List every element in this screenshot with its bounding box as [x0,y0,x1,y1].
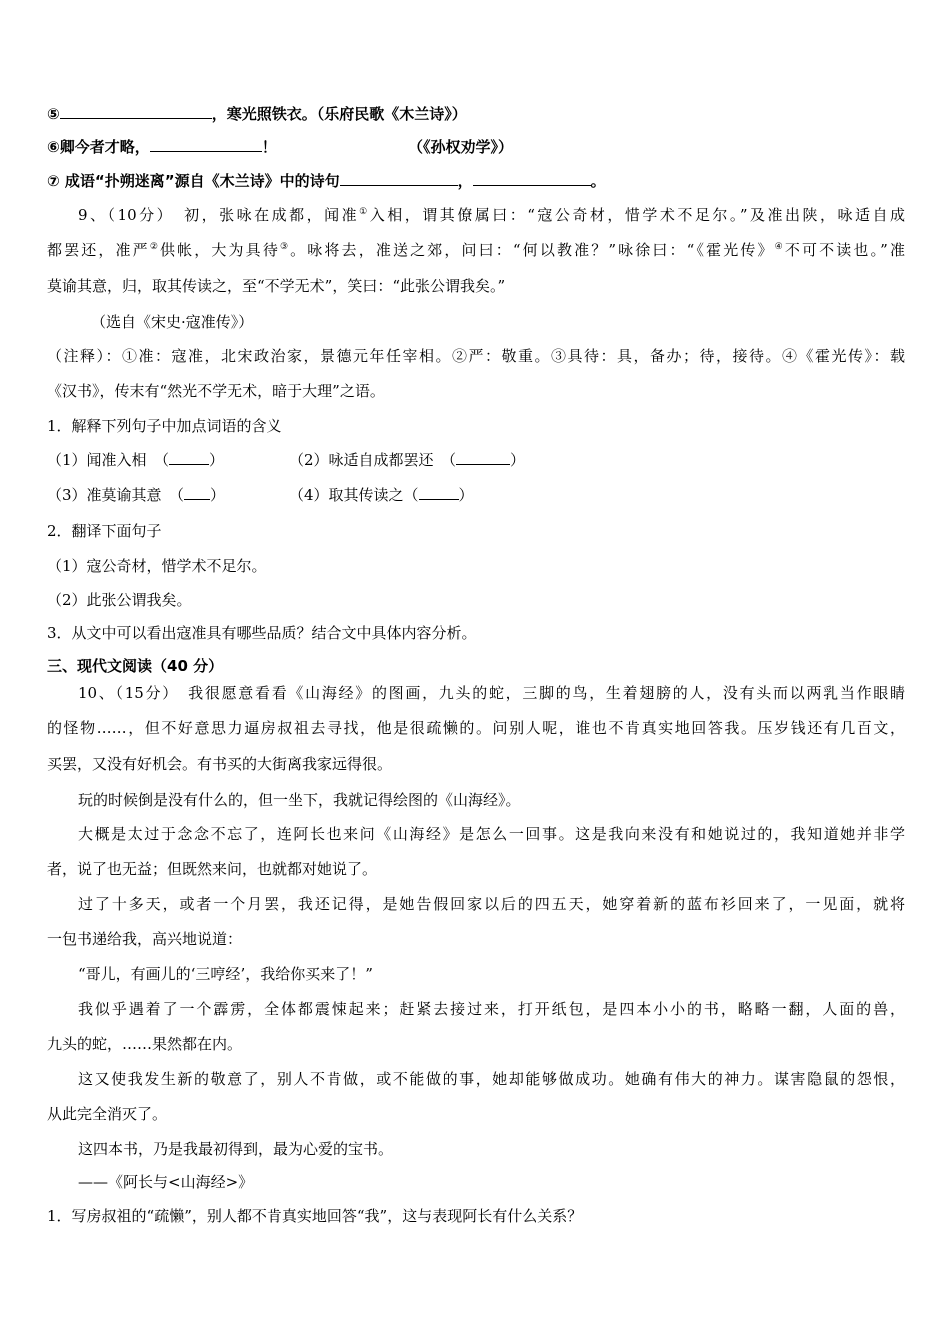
q9-t1-blank-1[interactable] [169,450,209,465]
section-3-question-1: 1．写房叔祖的“疏懒”，别人都不肯真实地回答“我”，这与表现阿长有什么关系？ [47,1207,583,1225]
passage-p7-line-1: 这又使我发生新的敬意了，别人不肯做，或不能做的事，她却能够做成功。她确有伟大的神力。谋害隐鼠的怨恨， [78,1070,905,1088]
q9-task-2: 2．翻译下面句子 [47,522,162,540]
q9-task-2-2: （2）此张公谓我矣。 [47,591,192,609]
q9-t1-blank-2[interactable] [456,450,510,465]
q5-number: ⑤ [47,105,60,123]
q9-task-1-4: （4）取其传读之（ ） [289,486,474,504]
passage-p4-line-1: 过了十多天，或者一个月罢，我还记得，是她告假回家以后的四五天，她穿着新的蓝布衫回来了，一见面，就将 [78,895,905,913]
q9-t1-blank-4[interactable] [419,485,459,500]
passage-source: ——《阿长与<山海经>》 [78,1173,254,1191]
q9-passage-line-1: 9、（10分） 初，张咏在成都，闻准①入相，谓其僚属曰：“寇公奇材，惜学术不足尔。”及准出陕，咏适自成 [78,206,906,224]
q7-blank-2[interactable] [473,171,591,186]
q9-task-1-2: （2）咏适自成都罢还 （ ） [289,451,526,469]
q9-task-2-1: （1）寇公奇材，惜学术不足尔。 [47,557,267,575]
passage-p4-line-2: 一包书递给我，高兴地说道： [47,930,243,948]
passage-p3-line-1: 大概是太过于念念不忘了，连阿长也来问《山海经》是怎么一回事。这是我向来没有和她说过的，我知道她并非学 [78,825,905,843]
q9-passage-line-3: 莫谕其意，归，取其传读之，至“不学无术”，笑曰：“此张公谓我矣。” [47,277,506,295]
passage-p1-line-1: 10、（15分） 我很愿意看看《山海经》的图画，九头的蛇，三脚的鸟，生着翅膀的人，没有头而以两乳当作眼睛 [78,684,905,702]
q9-task-1: 1．解释下列句子中加点词语的含义 [47,417,282,435]
q9-task-1-1: （1）闻准入相 （ ） [47,451,225,469]
q6-text-a: 卿今者才略， [59,138,150,156]
q7-blank-1[interactable] [340,171,458,186]
q5-blank[interactable] [60,104,212,119]
q9-task-1-3: （3）准莫谕其意 （ ） [47,486,226,504]
passage-p3-line-2: 者，说了也无益；但既然来问，也就都对她说了。 [47,860,378,878]
q7-comma: ， [457,172,473,190]
recite-q5 [47,104,467,124]
q9-passage-line-2: 都罢还，准严②供帐，大为具待③。咏将去，准送之郊，问曰：“何以教准？”咏徐曰：“《霍光传》④不可不读也。”准 [47,241,905,259]
passage-p7-line-2: 从此完全消灭了。 [47,1105,168,1123]
q6-blank[interactable] [150,137,262,152]
q9-source: （选自《宋史·寇准传》） [91,313,254,331]
passage-p6-line-1: 我似乎遇着了一个霹雳，全体都震悚起来；赶紧去接过来，打开纸包，是四本小小的书，略略一翻，人面的兽， [78,1000,905,1018]
passage-p2: 玩的时候倒是没有什么的，但一坐下，我就记得绘图的《山海经》。 [78,791,521,809]
q6-text-b: ！ [261,138,277,156]
q5-text: ，寒光照铁衣。（乐府民歌《木兰诗》） [211,105,467,123]
q6-number: ⑥ [47,138,60,156]
passage-p5: “哥儿，有画儿的‘三哼经’，我给你买来了！” [78,965,373,983]
q7-period: 。 [590,172,606,190]
q9-task-3: 3．从文中可以看出寇准具有哪些品质？结合文中具体内容分析。 [47,624,477,642]
q6-source: （《孙权劝学》） [408,138,514,156]
recite-q6 [47,137,277,157]
passage-p8: 这四本书，乃是我最初得到，最为心爱的宝书。 [78,1140,394,1158]
passage-p1-line-2: 的怪物……，但不好意思力逼房叔祖去寻找，他是很疏懒的。问别人呢，谁也不肯真实地回答我。压岁钱还有几百文， [47,719,905,737]
recite-q7 [47,171,606,191]
q9-note-line-2: 《汉书》，传末有“然光不学无术，暗于大理”之语。 [47,382,385,400]
q9-t1-blank-3[interactable] [184,485,210,500]
section-3-title: 三、现代文阅读（40 分） [47,657,224,675]
passage-p1-line-3: 买罢，又没有好机会。有书买的大街离我家远得很。 [47,755,393,773]
q7-text-a: ⑦ 成语“扑朔迷离”源自《木兰诗》中的诗句 [47,172,340,190]
q9-note-line-1: （注释）：①准：寇准，北宋政治家，景德元年任宰相。②严：敬重。③具待：具，备办；待，接待。④《霍光传》：载 [47,347,905,365]
passage-p6-line-2: 九头的蛇，……果然都在内。 [47,1035,243,1053]
